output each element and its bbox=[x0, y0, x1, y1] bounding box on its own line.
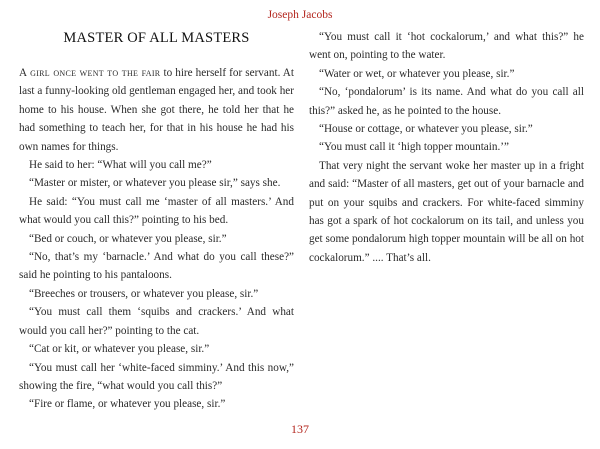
paragraph: “Water or wet, or whatever you please, sir.” bbox=[319, 67, 515, 80]
left-column bbox=[19, 64, 294, 414]
paragraph: That very night the servant woke her master up in a fright and said: “Master of all masters, get out of your barnacle and put on your squibs and crackers. For white-faced simminy has got a spark of hot cockalorum on its tail, and unless you get some pondalorum high topper mountain will be all on hot cockalorum.” .... That’s all. bbox=[309, 159, 584, 264]
opening-paragraph bbox=[19, 64, 294, 156]
running-head: Joseph Jacobs bbox=[267, 9, 333, 21]
right-column bbox=[309, 28, 584, 267]
opening-smallcaps: A girl once went to the fair bbox=[19, 67, 161, 79]
paragraph: “No, ‘pondalorum’ is its name. And what do you call all this?” asked he, as he pointed to the house. bbox=[309, 86, 584, 117]
paragraph: “You must call it ‘hot cockalorum,’ and what this?” he went on, pointing to the water. bbox=[309, 31, 584, 62]
paragraph: “You must call her ‘white-faced simminy.’ And this now,” showing the fire, “what would you call this?” bbox=[19, 361, 294, 392]
paragraph: “Master or mister, or whatever you please sir,” says she. bbox=[29, 177, 281, 190]
paragraph: “No, that’s my ‘barnacle.’ And what do you call these?” said he pointing to his pantaloons. bbox=[19, 251, 294, 282]
story-title: MASTER OF ALL MASTERS bbox=[63, 30, 250, 46]
paragraph: “Breeches or trousers, or whatever you please, sir.” bbox=[29, 287, 259, 300]
paragraph: “Fire or flame, or whatever you please, sir.” bbox=[29, 398, 226, 411]
paragraph: He said to her: “What will you call me?” bbox=[29, 159, 212, 172]
page-number: 137 bbox=[291, 422, 309, 436]
paragraph: “Bed or couch, or whatever you please, sir.” bbox=[29, 232, 227, 245]
paragraph: “Cat or kit, or whatever you please, sir.” bbox=[29, 343, 210, 356]
paragraph: “You must call them ‘squibs and crackers.’ And what would you call her?” pointing to the cat. bbox=[19, 306, 294, 337]
paragraph: “You must call it ‘high topper mountain.’” bbox=[319, 141, 509, 154]
opening-text: to hire herself for servant. At last a funny-looking old gentleman engaged her, and took her home to his house. When she got there, he told her that he had something to teach her, for that in his house he had his own names for things. bbox=[19, 67, 294, 153]
paragraph: “House or cottage, or whatever you please, sir.” bbox=[319, 123, 533, 136]
paragraph: He said: “You must call me ‘master of all masters.’ And what would you call this?” pointing to his bed. bbox=[19, 195, 294, 227]
